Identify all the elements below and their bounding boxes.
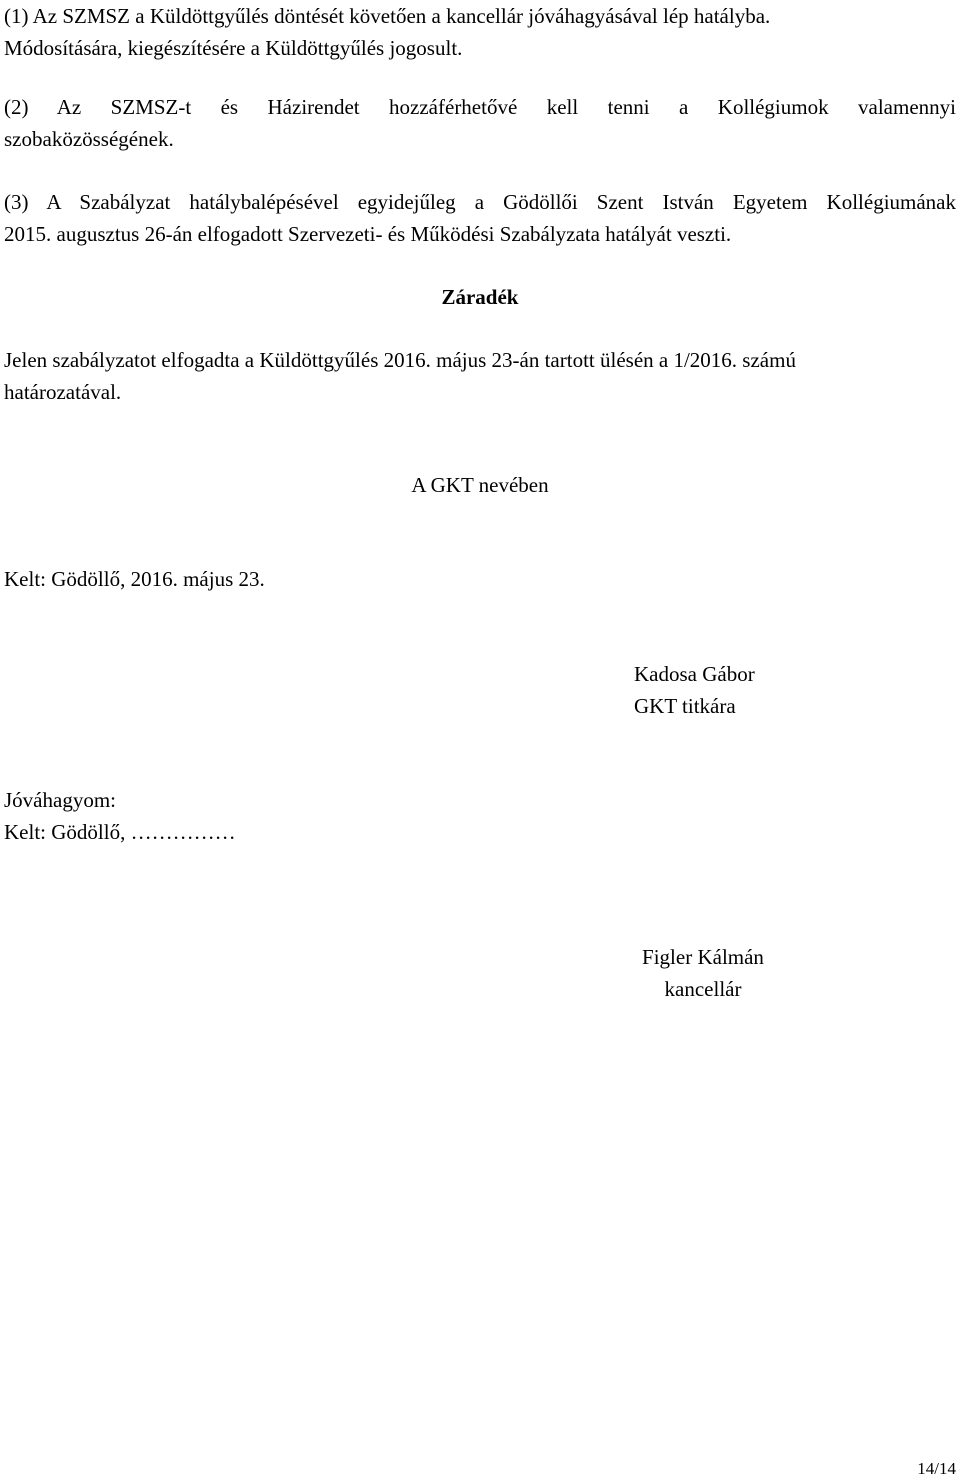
paragraph-3 [4, 186, 956, 250]
closing-line-2: határozatával. [4, 380, 122, 404]
dated-line: Kelt: Gödöllő, 2016. május 23. [4, 567, 265, 591]
secretary-title: GKT titkára [634, 694, 736, 718]
paragraph-2-line-2: szobaközösségének. [4, 127, 174, 151]
paragraph-1-line-1: (1) Az SZMSZ a Küldöttgyűlés döntését követően a kancellár jóváhagyásával lép hatályba. [4, 4, 771, 28]
approval-block [4, 784, 956, 848]
paragraph-2-line-1: (2) Az SZMSZ-t és Házirendet hozzáférhetővé kell tenni a Kollégiumok valamennyi [4, 95, 956, 119]
closing-heading: Záradék [441, 285, 519, 309]
page-number: 14/14 [917, 1459, 956, 1478]
on-behalf-line: A GKT nevében [411, 473, 549, 497]
chancellor-name: Figler Kálmán [642, 945, 764, 969]
approval-label: Jóváhagyom: [4, 788, 116, 812]
chancellor-title: kancellár [664, 977, 742, 1001]
closing-paragraph [4, 344, 956, 408]
paragraph-1-line-2: Módosítására, kiegészítésére a Küldöttgyűlés jogosult. [4, 36, 463, 60]
paragraph-3-line-1: (3) A Szabályzat hatálybalépésével egyidejűleg a Gödöllői Szent István Egyetem Kollégiumának [4, 190, 956, 214]
paragraph-1 [4, 0, 956, 64]
secretary-signature-block [634, 658, 954, 722]
chancellor-signature-block [600, 941, 806, 1005]
paragraph-3-line-2: 2015. augusztus 26-án elfogadott Szervezeti- és Működési Szabályzata hatályát veszti. [4, 222, 732, 246]
secretary-name: Kadosa Gábor [634, 662, 755, 686]
approval-dated: Kelt: Gödöllő, …………… [4, 820, 236, 844]
closing-line-1: Jelen szabályzatot elfogadta a Küldöttgyűlés 2016. május 23-án tartott ülésén a 1/2016. számú [4, 348, 796, 372]
paragraph-2 [4, 91, 956, 155]
